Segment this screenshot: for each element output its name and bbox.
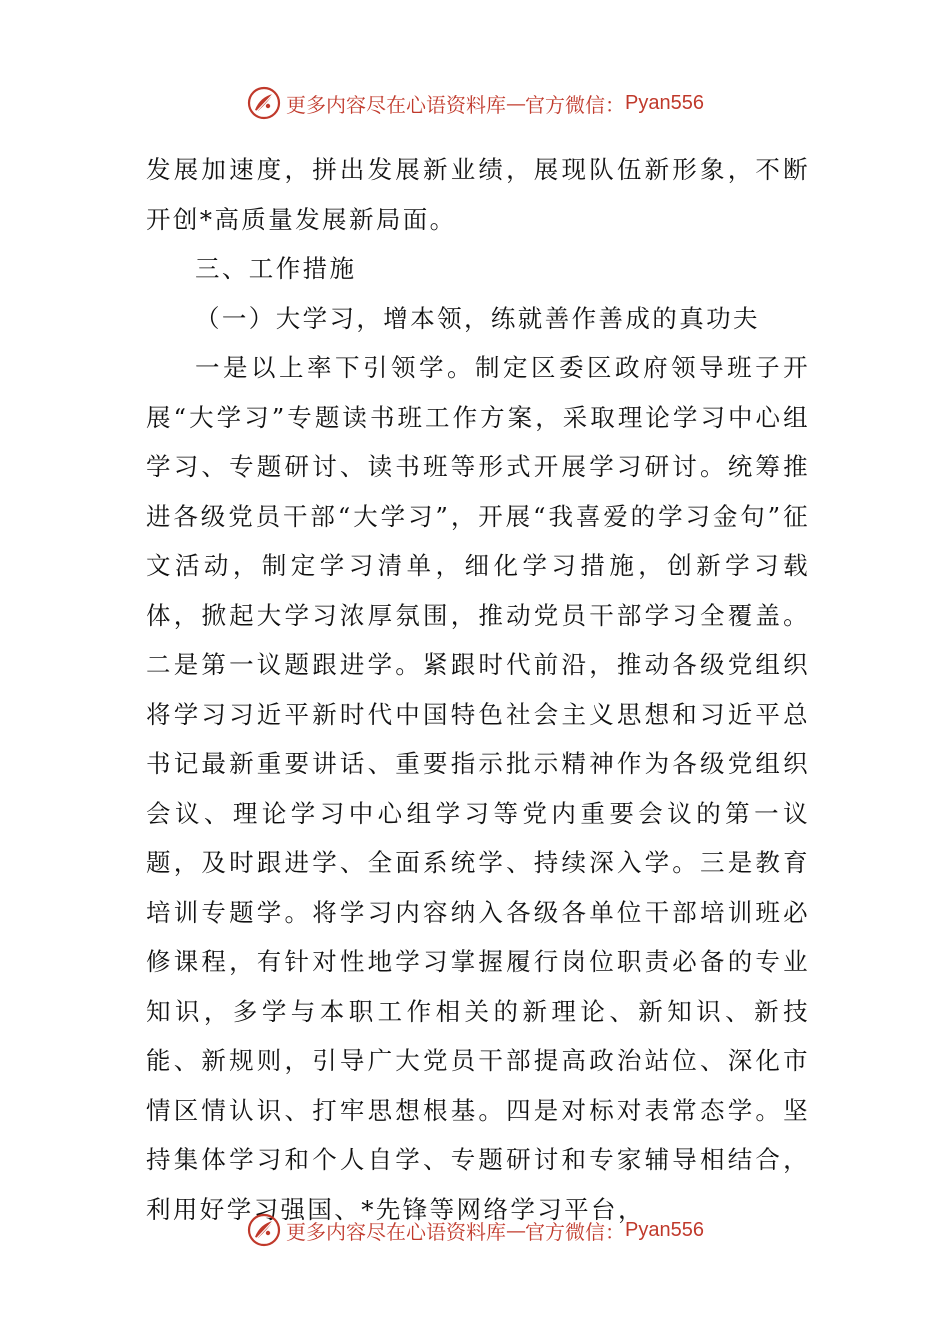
- header-wechat-account: Pyan556: [625, 91, 704, 114]
- body-paragraph: 一是以上率下引领学。制定区委区政府领导班子开展“大学习”专题读书班工作方案，采取理论学习中心组学习、专题研讨、读书班等形式开展学习研讨。统筹推进各级党员干部“大学习”，开展“我喜爱的学习金句”征文活动，制定学习清单，细化学习措施，创新学习载体，掀起大学习浓厚氛围，推动党员干部学习全覆盖。二是第一议题跟进学。紧跟时代前沿，推动各级党组织将学习习近平新时代中国特色社会主义思想和习近平总书记最新重要讲话、重要指示批示精神作为各级党组织会议、理论学习中心组学习等党内重要会议的第一议题，及时跟进学、全面系统学、持续深入学。三是教育培训专题学。将学习内容纳入各级各单位干部培训班必修课程，有针对性地学习掌握履行岗位职责必备的专业知识，多学与本职工作相关的新理论、新知识、新技能、新规则，引导广大党员干部提高政治站位、深化市情区情认识、打牢思想根基。四是对标对表常态学。坚持集体学习和个人自学、专题研讨和专家辅导相结合，利用好学习强国、*先锋等网络学习平台，: [146, 353, 810, 1224]
- footer-wechat-label: 官方微信：: [525, 1219, 626, 1244]
- footer-brand-text: 更多内容尽在心语资料库: [286, 1219, 507, 1244]
- header-banner: [0, 83, 950, 123]
- footer-dash: —: [506, 1218, 526, 1242]
- header-dash: —: [506, 91, 526, 115]
- header-wechat-label: 官方微信：: [525, 92, 626, 117]
- subsection-heading: （一）大学习，增本领，练就善作善成的真功夫: [195, 303, 760, 333]
- pen-logo-icon: [246, 85, 282, 121]
- pen-logo-icon: [246, 1212, 282, 1248]
- document-body: [146, 145, 810, 1234]
- footer-wechat-account: Pyan556: [625, 1218, 704, 1241]
- section-heading: 三、工作措施: [195, 254, 357, 283]
- header-brand-text: 更多内容尽在心语资料库: [286, 92, 507, 117]
- footer-banner: [0, 1210, 950, 1250]
- continuation-paragraph: 发展加速度，拼出发展新业绩，展现队伍新形象，不断开创*高质量发展新局面。: [146, 155, 810, 234]
